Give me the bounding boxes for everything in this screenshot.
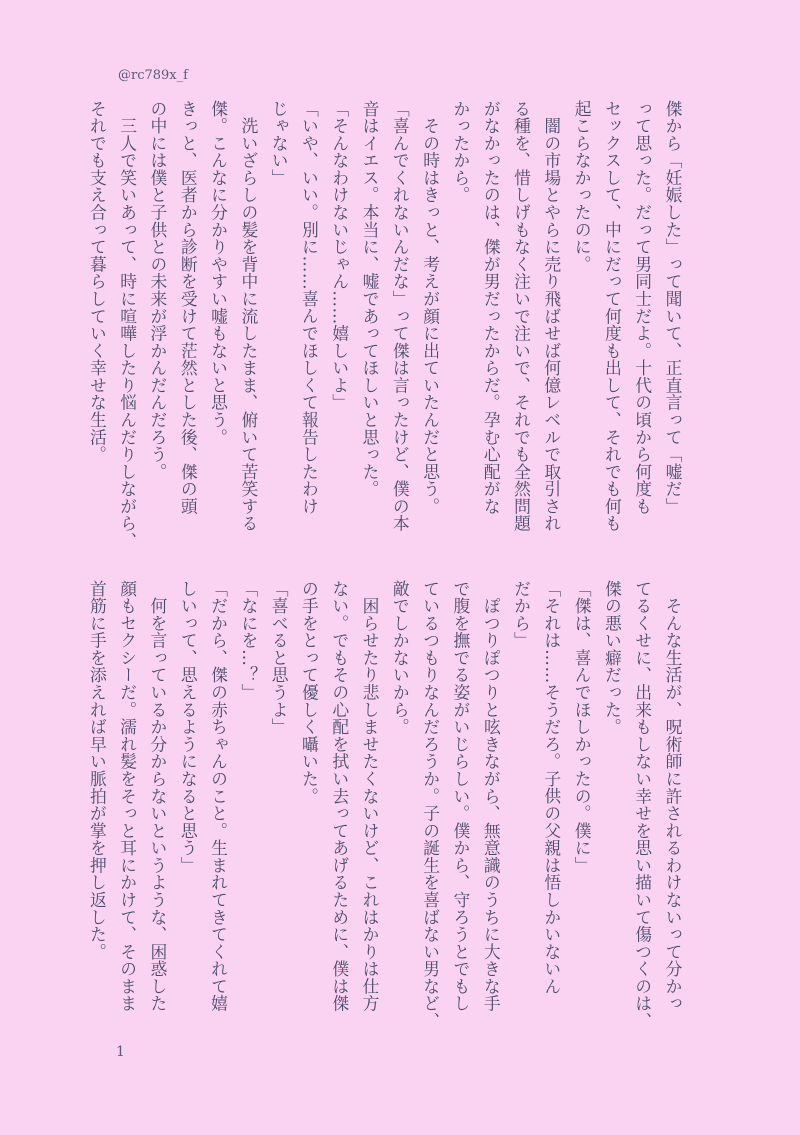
text-line: 顔もセクシーだ。濡れ髪をそっと耳にかけて、そのまま [117, 580, 138, 1013]
text-line: 「そんなわけないじゃん……嬉しいよ」 [329, 100, 350, 412]
text-line: 「なにを…？」 [238, 580, 259, 702]
text-line: 三人で笑いあって、時に喧嘩したり悩んだりしながら、 [117, 100, 138, 550]
text-line: 「喜べると思うよ」 [269, 580, 290, 736]
text-line: だから」 [511, 580, 532, 650]
text-line: ない。でもその心配を拭い去ってあげるために、僕は傑 [329, 580, 350, 1013]
text-line: そんな生活が、呪術師に許されるわけないって分かっ [663, 580, 683, 1013]
text-line: その時はきっと、考えが顔に出ていたんだと思う。 [420, 100, 441, 515]
text-line: る種を、惜しげもなく注いで注いで、それでも全然問題 [511, 100, 532, 533]
author-handle: @rc789x_f [118, 68, 188, 83]
text-line: セックスして、中にだって何度も出して、それでも何も [602, 100, 623, 533]
text-line: じゃない」 [269, 100, 290, 187]
text-line: 「だから、傑の赤ちゃんのこと。生まれてきてくれて嬉 [208, 580, 229, 1013]
text-line: しいって、思えるようになると思う」 [178, 580, 199, 874]
text-line: 傑。こんなに分かりやすい嘘もないと思う。 [208, 100, 229, 446]
text-line: てるくせに、出来もしない幸せを思い描いて傷つくのは、 [632, 580, 653, 1030]
text-line: の手をとって優しく囁いた。 [299, 580, 320, 805]
text-line: 困らせたり悲しませたくないけど、これはかりは仕方 [360, 580, 381, 1013]
text-line: 闇の市場とやらに売り飛ばせば何億レベルで取引され [541, 100, 562, 533]
text-line: 「傑は、喜んでほしかったの。僕に」 [572, 580, 593, 874]
text-line: それでも支え合って暮らしていく幸せな生活。 [87, 100, 108, 464]
text-line: 洗いざらしの髪を背中に流したまま、俯いて苦笑する [238, 100, 259, 533]
text-block-bottom [82, 580, 688, 1040]
text-line: かったから。 [450, 100, 471, 204]
text-line: の中には僕と子供との未来が浮かんだんだろう。 [147, 100, 168, 481]
text-line: ているつもりなんだろうか。子の誕生を喜ばない男など、 [420, 580, 441, 1030]
text-block-top [82, 100, 688, 560]
text-line: 「いや、いい。別に……喜んでほしくて報告したわけ [299, 100, 320, 515]
text-line: ぽつりぽつりと呟きながら、無意識のうちに大きな手 [481, 580, 502, 1013]
text-line: 「喜んでくれないんだな」って傑は言ったけど、僕の本 [390, 100, 411, 533]
text-line: 「それは……そうだろ。子供の父親は悟しかいないん [541, 580, 562, 995]
page-number: 1 [116, 1044, 125, 1060]
text-line: がなかったのは、傑が男だったからだ。孕む心配がな [481, 100, 502, 515]
text-line: 何を言っているか分からないというような、困惑した [147, 580, 168, 1013]
text-line: 音はイエス。本当に、嘘であってほしいと思った。 [360, 100, 381, 498]
text-line: 起こらなかったのに。 [572, 100, 593, 273]
text-line: 傑の悪い癖だった。 [602, 580, 623, 736]
text-line: で腹を撫でる姿がいじらしい。僕から、守ろうとでもし [450, 580, 471, 1013]
text-line: 敵でしかないから。 [390, 580, 411, 736]
text-line: 傑から「妊娠した」って聞いて、正直言って「嘘だ」 [663, 100, 683, 515]
text-line: きっと、医者から診断を受けて茫然とした後、傑の頭 [178, 100, 199, 515]
text-line: って思った。だって男同士だよ。十代の頃から何度も [632, 100, 653, 515]
text-line: 首筋に手を添えれば早い脈拍が掌を押し返した。 [87, 580, 108, 961]
